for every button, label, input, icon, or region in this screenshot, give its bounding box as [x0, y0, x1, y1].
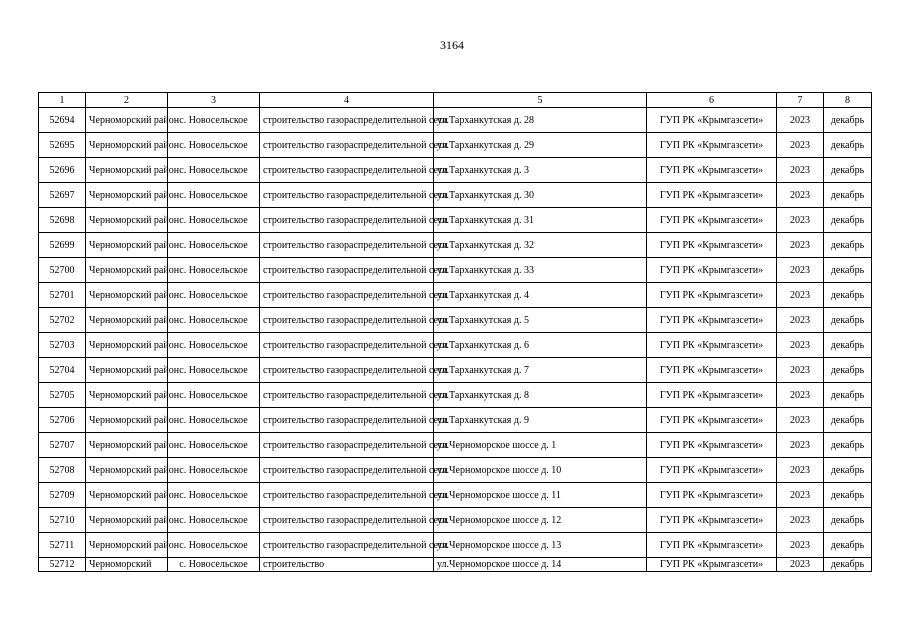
address-cell: ул.Тарханкутская д. 8: [434, 383, 647, 408]
row-number-cell: 52703: [39, 333, 86, 358]
row-number-cell: 52710: [39, 508, 86, 533]
month-cell: декабрь: [824, 433, 872, 458]
address-cell: ул.Черноморское шоссе д. 13: [434, 533, 647, 558]
row-number-cell: 52699: [39, 233, 86, 258]
organization-cell: ГУП РК «Крымгазсети»: [647, 133, 777, 158]
organization-cell: ГУП РК «Крымгазсети»: [647, 533, 777, 558]
organization-cell: ГУП РК «Крымгазсети»: [647, 108, 777, 133]
row-number-cell: 52698: [39, 208, 86, 233]
table-row: [39, 258, 872, 283]
organization-cell: ГУП РК «Крымгазсети»: [647, 458, 777, 483]
village-cell: с. Новосельское: [168, 233, 260, 258]
organization-cell: ГУП РК «Крымгазсети»: [647, 508, 777, 533]
district-cell: Черноморский район: [86, 408, 168, 433]
year-cell: 2023: [777, 433, 824, 458]
table-row: [39, 308, 872, 333]
address-cell: ул.Тарханкутская д. 4: [434, 283, 647, 308]
year-cell: 2023: [777, 133, 824, 158]
table-header: [39, 93, 872, 108]
month-cell: декабрь: [824, 358, 872, 383]
year-cell: 2023: [777, 333, 824, 358]
address-cell: ул.Тарханкутская д. 29: [434, 133, 647, 158]
organization-cell: ГУП РК «Крымгазсети»: [647, 333, 777, 358]
work-type-cell: строительство газораспределительной сети: [260, 258, 434, 283]
work-type-cell: строительство газораспределительной сети: [260, 458, 434, 483]
organization-cell: ГУП РК «Крымгазсети»: [647, 208, 777, 233]
work-type-cell: строительство газораспределительной сети: [260, 533, 434, 558]
table-row: [39, 133, 872, 158]
month-cell: декабрь: [824, 533, 872, 558]
month-cell: декабрь: [824, 283, 872, 308]
year-cell: 2023: [777, 408, 824, 433]
row-number-cell: 52701: [39, 283, 86, 308]
table-row: [39, 208, 872, 233]
month-cell: декабрь: [824, 458, 872, 483]
row-number-cell: 52708: [39, 458, 86, 483]
village-cell: с. Новосельское: [168, 158, 260, 183]
row-number-cell: 52712: [39, 558, 86, 572]
organization-cell: ГУП РК «Крымгазсети»: [647, 433, 777, 458]
address-cell: ул.Черноморское шоссе д. 11: [434, 483, 647, 508]
address-cell: ул.Тарханкутская д. 32: [434, 233, 647, 258]
work-type-cell: строительство газораспределительной сети: [260, 408, 434, 433]
month-cell: декабрь: [824, 158, 872, 183]
month-cell: декабрь: [824, 308, 872, 333]
table-row: [39, 183, 872, 208]
address-cell: ул.Черноморское шоссе д. 10: [434, 458, 647, 483]
organization-cell: ГУП РК «Крымгазсети»: [647, 483, 777, 508]
month-cell: декабрь: [824, 483, 872, 508]
table-row: [39, 408, 872, 433]
table-row: [39, 358, 872, 383]
organization-cell: ГУП РК «Крымгазсети»: [647, 358, 777, 383]
year-cell: 2023: [777, 233, 824, 258]
month-cell: декабрь: [824, 383, 872, 408]
column-header-3: 3: [168, 93, 260, 108]
table-row: [39, 158, 872, 183]
row-number-cell: 52706: [39, 408, 86, 433]
work-type-cell: строительство газораспределительной сети: [260, 233, 434, 258]
district-cell: Черноморский район: [86, 383, 168, 408]
month-cell: декабрь: [824, 333, 872, 358]
table-row: [39, 108, 872, 133]
row-number-cell: 52695: [39, 133, 86, 158]
address-cell: ул.Черноморское шоссе д. 12: [434, 508, 647, 533]
village-cell: с. Новосельское: [168, 558, 260, 572]
year-cell: 2023: [777, 208, 824, 233]
row-number-cell: 52702: [39, 308, 86, 333]
district-cell: Черноморский район: [86, 283, 168, 308]
village-cell: с. Новосельское: [168, 133, 260, 158]
column-header-2: 2: [86, 93, 168, 108]
year-cell: 2023: [777, 108, 824, 133]
village-cell: с. Новосельское: [168, 433, 260, 458]
work-type-cell: строительство газораспределительной сети: [260, 308, 434, 333]
organization-cell: ГУП РК «Крымгазсети»: [647, 383, 777, 408]
work-type-cell: строительство газораспределительной сети: [260, 183, 434, 208]
district-cell: Черноморский район: [86, 358, 168, 383]
organization-cell: ГУП РК «Крымгазсети»: [647, 258, 777, 283]
address-cell: ул.Тарханкутская д. 9: [434, 408, 647, 433]
row-number-cell: 52694: [39, 108, 86, 133]
year-cell: 2023: [777, 183, 824, 208]
row-number-cell: 52707: [39, 433, 86, 458]
column-header-6: 6: [647, 93, 777, 108]
work-type-cell: строительство: [260, 558, 434, 572]
organization-cell: ГУП РК «Крымгазсети»: [647, 183, 777, 208]
address-cell: ул.Черноморское шоссе д. 1: [434, 433, 647, 458]
work-type-cell: строительство газораспределительной сети: [260, 133, 434, 158]
work-type-cell: строительство газораспределительной сети: [260, 158, 434, 183]
organization-cell: ГУП РК «Крымгазсети»: [647, 558, 777, 572]
address-cell: ул.Тарханкутская д. 28: [434, 108, 647, 133]
work-type-cell: строительство газораспределительной сети: [260, 108, 434, 133]
table-row: [39, 558, 872, 572]
month-cell: декабрь: [824, 208, 872, 233]
column-header-7: 7: [777, 93, 824, 108]
year-cell: 2023: [777, 158, 824, 183]
district-cell: Черноморский район: [86, 308, 168, 333]
district-cell: Черноморский район: [86, 233, 168, 258]
district-cell: Черноморский район: [86, 483, 168, 508]
row-number-cell: 52709: [39, 483, 86, 508]
village-cell: с. Новосельское: [168, 108, 260, 133]
table-row: [39, 458, 872, 483]
month-cell: декабрь: [824, 408, 872, 433]
district-cell: Черноморский район: [86, 158, 168, 183]
table-row: [39, 533, 872, 558]
table-row: [39, 283, 872, 308]
table-row: [39, 333, 872, 358]
year-cell: 2023: [777, 458, 824, 483]
month-cell: декабрь: [824, 233, 872, 258]
year-cell: 2023: [777, 308, 824, 333]
column-header-5: 5: [434, 93, 647, 108]
village-cell: с. Новосельское: [168, 408, 260, 433]
table-row: [39, 433, 872, 458]
table-row: [39, 508, 872, 533]
year-cell: 2023: [777, 508, 824, 533]
village-cell: с. Новосельское: [168, 458, 260, 483]
village-cell: с. Новосельское: [168, 258, 260, 283]
month-cell: декабрь: [824, 108, 872, 133]
year-cell: 2023: [777, 533, 824, 558]
work-type-cell: строительство газораспределительной сети: [260, 483, 434, 508]
address-cell: ул.Тарханкутская д. 3: [434, 158, 647, 183]
column-header-4: 4: [260, 93, 434, 108]
district-cell: Черноморский район: [86, 458, 168, 483]
address-cell: ул.Тарханкутская д. 30: [434, 183, 647, 208]
work-type-cell: строительство газораспределительной сети: [260, 508, 434, 533]
district-cell: Черноморский район: [86, 433, 168, 458]
year-cell: 2023: [777, 483, 824, 508]
village-cell: с. Новосельское: [168, 333, 260, 358]
address-cell: ул.Тарханкутская д. 5: [434, 308, 647, 333]
village-cell: с. Новосельское: [168, 308, 260, 333]
year-cell: 2023: [777, 283, 824, 308]
address-cell: ул.Черноморское шоссе д. 14: [434, 558, 647, 572]
table-row: [39, 383, 872, 408]
year-cell: 2023: [777, 258, 824, 283]
work-type-cell: строительство газораспределительной сети: [260, 283, 434, 308]
column-header-8: 8: [824, 93, 872, 108]
address-cell: ул.Тарханкутская д. 31: [434, 208, 647, 233]
column-header-1: 1: [39, 93, 86, 108]
month-cell: декабрь: [824, 558, 872, 572]
address-cell: ул.Тарханкутская д. 6: [434, 333, 647, 358]
row-number-cell: 52697: [39, 183, 86, 208]
work-type-cell: строительство газораспределительной сети: [260, 358, 434, 383]
year-cell: 2023: [777, 558, 824, 572]
month-cell: декабрь: [824, 183, 872, 208]
district-cell: Черноморский район: [86, 108, 168, 133]
district-cell: Черноморский район: [86, 183, 168, 208]
village-cell: с. Новосельское: [168, 183, 260, 208]
month-cell: декабрь: [824, 508, 872, 533]
row-number-cell: 52704: [39, 358, 86, 383]
organization-cell: ГУП РК «Крымгазсети»: [647, 408, 777, 433]
table-body: [39, 108, 872, 572]
register-table: [38, 92, 872, 572]
work-type-cell: строительство газораспределительной сети: [260, 433, 434, 458]
district-cell: Черноморский: [86, 558, 168, 572]
district-cell: Черноморский район: [86, 133, 168, 158]
year-cell: 2023: [777, 358, 824, 383]
district-cell: Черноморский район: [86, 508, 168, 533]
village-cell: с. Новосельское: [168, 533, 260, 558]
district-cell: Черноморский район: [86, 533, 168, 558]
row-number-cell: 52711: [39, 533, 86, 558]
year-cell: 2023: [777, 383, 824, 408]
village-cell: с. Новосельское: [168, 383, 260, 408]
month-cell: декабрь: [824, 133, 872, 158]
work-type-cell: строительство газораспределительной сети: [260, 333, 434, 358]
page-number: 3164: [440, 38, 464, 52]
table-row: [39, 483, 872, 508]
village-cell: с. Новосельское: [168, 483, 260, 508]
row-number-cell: 52705: [39, 383, 86, 408]
month-cell: декабрь: [824, 258, 872, 283]
village-cell: с. Новосельское: [168, 208, 260, 233]
row-number-cell: 52696: [39, 158, 86, 183]
organization-cell: ГУП РК «Крымгазсети»: [647, 158, 777, 183]
village-cell: с. Новосельское: [168, 283, 260, 308]
district-cell: Черноморский район: [86, 208, 168, 233]
organization-cell: ГУП РК «Крымгазсети»: [647, 283, 777, 308]
work-type-cell: строительство газораспределительной сети: [260, 383, 434, 408]
village-cell: с. Новосельское: [168, 358, 260, 383]
organization-cell: ГУП РК «Крымгазсети»: [647, 233, 777, 258]
address-cell: ул.Тарханкутская д. 33: [434, 258, 647, 283]
row-number-cell: 52700: [39, 258, 86, 283]
address-cell: ул.Тарханкутская д. 7: [434, 358, 647, 383]
village-cell: с. Новосельское: [168, 508, 260, 533]
header-row: [39, 93, 872, 108]
work-type-cell: строительство газораспределительной сети: [260, 208, 434, 233]
district-cell: Черноморский район: [86, 333, 168, 358]
district-cell: Черноморский район: [86, 258, 168, 283]
table-row: [39, 233, 872, 258]
organization-cell: ГУП РК «Крымгазсети»: [647, 308, 777, 333]
